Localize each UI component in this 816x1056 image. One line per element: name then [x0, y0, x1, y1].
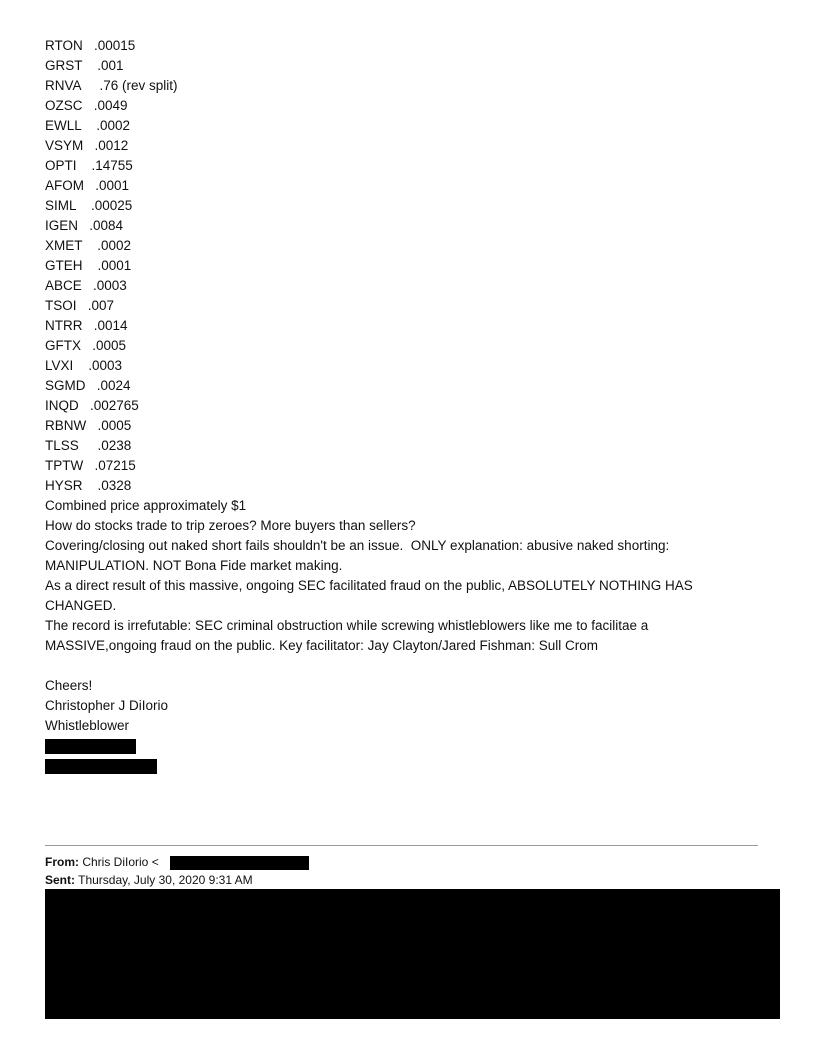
sent-line: [45, 872, 253, 889]
ticker-line: TSOI .007: [45, 298, 115, 313]
signature-greeting: Cheers!: [45, 678, 93, 693]
ticker-line: OZSC .0049: [45, 98, 128, 113]
redaction-box: [45, 759, 157, 774]
redaction-block: [45, 889, 780, 1019]
body-line: Covering/closing out naked short fails shouldn't be an issue. ONLY explanation: abusive naked shorting:: [45, 538, 670, 553]
ticker-line: NTRR .0014: [45, 318, 128, 333]
sent-value: Thursday, July 30, 2020 9:31 AM: [78, 873, 253, 887]
ticker-line: HYSR .0328: [45, 478, 132, 493]
ticker-line: SIML .00025: [45, 198, 133, 213]
signature-name: Christopher J DiIorio: [45, 698, 169, 713]
ticker-line: INQD .002765: [45, 398, 139, 413]
ticker-line: AFOM .0001: [45, 178, 130, 193]
body-line: MANIPULATION. NOT Bona Fide market making.: [45, 558, 343, 573]
ticker-line: GFTX .0005: [45, 338, 127, 353]
ticker-line: XMET .0002: [45, 238, 132, 253]
redaction-box: [170, 856, 309, 870]
ticker-line: GRST .001: [45, 58, 124, 73]
body-line: The record is irrefutable: SEC criminal obstruction while screwing whistleblowers like me to facilitae a: [45, 618, 649, 633]
from-name: Chris DiIorio <: [82, 855, 159, 869]
body-line: MASSIVE,ongoing fraud on the public. Key facilitator: Jay Clayton/Jared Fishman: Sull Crom: [45, 638, 599, 653]
ticker-line: OPTI .14755: [45, 158, 133, 173]
ticker-line: GTEH .0001: [45, 258, 132, 273]
ticker-line: SGMD .0024: [45, 378, 131, 393]
ticker-line: LVXI .0003: [45, 358, 123, 373]
redaction-box: [45, 739, 136, 754]
body-line: CHANGED.: [45, 598, 117, 613]
from-label: From:: [45, 855, 79, 869]
ticker-line: EWLL .0002: [45, 118, 131, 133]
signature-title: Whistleblower: [45, 718, 130, 733]
ticker-line: IGEN .0084: [45, 218, 124, 233]
message-divider: [45, 845, 758, 846]
body-line: Combined price approximately $1: [45, 498, 247, 513]
ticker-line: VSYM .0012: [45, 138, 129, 153]
body-line: As a direct result of this massive, ongoing SEC facilitated fraud on the public, ABSOLUTELY NOTHING HAS: [45, 578, 693, 593]
ticker-line: ABCE .0003: [45, 278, 127, 293]
ticker-line: TLSS .0238: [45, 438, 132, 453]
body-line: How do stocks trade to trip zeroes? More buyers than sellers?: [45, 518, 416, 533]
ticker-line: RBNW .0005: [45, 418, 132, 433]
ticker-line: RNVA .76 (rev split): [45, 78, 178, 93]
sent-label: Sent:: [45, 873, 75, 887]
ticker-line: TPTW .07215: [45, 458, 136, 473]
ticker-line: RTON .00015: [45, 38, 136, 53]
